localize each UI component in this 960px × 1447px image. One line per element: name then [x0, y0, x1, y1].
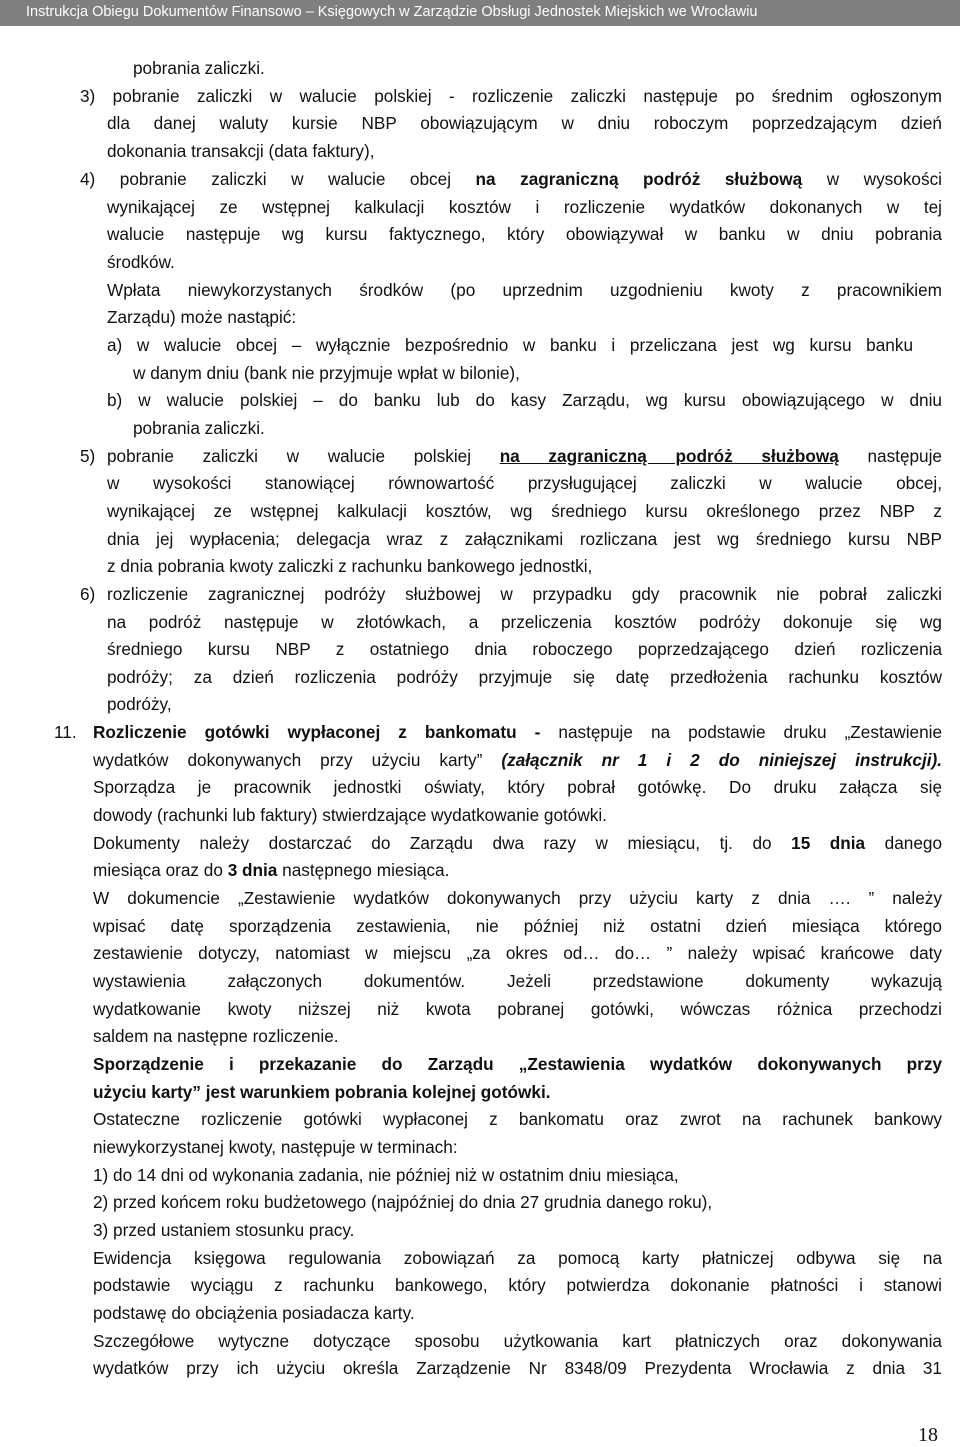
bold-italic-run: (załącznik nr 1 i 2 do niniejszej instrukcji). — [501, 750, 942, 770]
header-title: Instrukcja Obiegu Dokumentów Finansowo – Księgowych w Zarządzie Obsługi Jednostek Miejskich we Wrocławiu — [26, 4, 758, 20]
bold-run: 15 dnia — [791, 833, 866, 853]
text-line: pobrania zaliczki. — [133, 58, 265, 78]
text-line: rozliczenie zagranicznej podróży służbowej w przypadku gdy pracownik nie pobrał zaliczki — [107, 584, 942, 604]
text-line: podstawę do obciążenia posiadacza karty. — [93, 1303, 415, 1323]
text-line: Zarządu) może nastąpić: — [107, 307, 297, 327]
bold-text-line: Sporządzenie i przekazanie do Zarządu „Zestawienia wydatków dokonywanych przy — [93, 1054, 942, 1074]
text-run: pobranie zaliczki w walucie polskiej — [107, 446, 472, 466]
text-line: w wysokości stanowiącej równowartość przysługującej zaliczki w walucie obcej, — [107, 473, 942, 493]
text-line: walucie następuje wg kursu faktycznego, który obowiązywał w banku w dniu pobrania — [107, 224, 942, 244]
text-line: Ostateczne rozliczenie gotówki wypłaconej z bankomatu oraz zwrot na rachunek bankowy — [93, 1109, 942, 1129]
text-line: dowody (rachunki lub faktury) stwierdzające wydatkowanie gotówki. — [93, 805, 607, 825]
list-number: 6) — [80, 584, 96, 604]
text-line — [107, 444, 942, 468]
list-item: 2) przed końcem roku budżetowego (najpóźniej do dnia 27 grudnia danego roku), — [93, 1192, 713, 1212]
bold-underline-run: na zagraniczną podróż służbową — [499, 446, 839, 466]
text-line: podróży, — [107, 694, 172, 714]
text-line: środków. — [107, 252, 175, 272]
text-line: 3) pobranie zaliczki w walucie polskiej - rozliczenie zaliczki następuje po średnim ogłoszonym — [80, 86, 942, 106]
text-run: wydatków dokonywanych przy użyciu karty” — [93, 750, 483, 770]
section-number: 11. — [54, 722, 77, 742]
text-line: wynikającej ze wstępnej kalkulacji kosztów, wg średniego kursu określonego przez NBP z — [107, 501, 942, 521]
text-line: Szczegółowe wytyczne dotyczące sposobu użytkowania kart płatniczych oraz dokonywania — [93, 1331, 942, 1351]
section-heading: Rozliczenie gotówki wypłaconej z bankomatu - — [93, 722, 541, 742]
text-line: Ewidencja księgowa regulowania zobowiązań za pomocą karty płatniczej odbywa się na — [93, 1248, 942, 1268]
text-run: następuje na podstawie druku „Zestawienie — [558, 722, 943, 742]
text-run: miesiąca oraz do — [93, 860, 223, 880]
text-line: zestawienie dotyczy, natomiast w miejscu „za okres od… do… ” należy wpisać krańcowe daty — [93, 943, 942, 963]
text-line — [93, 748, 942, 772]
text-line: wydatkowanie kwoty niższej niż kwota pobranej gotówki, wówczas różnica przechodzi — [93, 999, 942, 1019]
text-line: dla danej waluty kursie NBP obowiązującym w dniu roboczym poprzedzającym dzień — [107, 113, 942, 133]
text-line — [80, 167, 942, 191]
text-line: saldem na następne rozliczenie. — [93, 1026, 339, 1046]
page-number: 18 — [918, 1424, 938, 1446]
bold-text-line: użyciu karty” jest warunkiem pobrania kolejnej gotówki. — [93, 1082, 551, 1102]
list-number: 5) — [80, 446, 96, 466]
text-line — [93, 858, 449, 882]
text-run: następuje — [867, 446, 942, 466]
text-line: wynikającej ze wstępnej kalkulacji kosztów i rozliczenie wydatków dokonanych w tej — [107, 197, 942, 217]
text-line: wydatków przy ich użyciu określa Zarządzenie Nr 8348/09 Prezydenta Wrocławia z dnia 31 — [93, 1358, 942, 1378]
text-line: b) w walucie polskiej – do banku lub do kasy Zarządu, wg kursu obowiązującego w dniu — [107, 390, 942, 410]
list-item: 3) przed ustaniem stosunku pracy. — [93, 1220, 355, 1240]
text-run: w wysokości — [826, 169, 942, 189]
text-line: wpisać datę sporządzenia zestawienia, nie później niż ostatni dzień miesiąca którego — [93, 916, 942, 936]
text-line: niewykorzystanej kwoty, następuje w terminach: — [93, 1137, 458, 1157]
bold-run: 3 dnia — [227, 860, 278, 880]
text-line: W dokumencie „Zestawienie wydatków dokonywanych przy użyciu karty z dnia …. ” należy — [93, 888, 942, 908]
text-line — [93, 831, 942, 855]
text-run: danego — [884, 833, 943, 853]
text-line: Wpłata niewykorzystanych środków (po uprzednim uzgodnieniu kwoty z pracownikiem — [107, 280, 942, 300]
text-line: dnia jej wypłacenia; delegacja wraz z załącznikami rozliczana jest wg średniego kursu NBP — [107, 529, 942, 549]
text-line: a) w walucie obcej – wyłącznie bezpośrednio w banku i przeliczana jest wg kursu banku — [107, 335, 913, 355]
text-run: następnego miesiąca. — [282, 860, 450, 880]
text-run: 4) pobranie zaliczki w walucie obcej — [80, 169, 452, 189]
text-line: podstawie wyciągu z rachunku bankowego, który potwierdza dokonanie płatności i stanowi — [93, 1275, 942, 1295]
text-line: wystawienia załączonych dokumentów. Jeżeli przedstawione dokumenty wykazują — [93, 971, 942, 991]
text-line: na podróż następuje w złotówkach, a przeliczenia kosztów podróży dokonuje się wg — [107, 612, 942, 632]
text-line: średniego kursu NBP z ostatniego dnia roboczego poprzedzającego dzień rozliczenia — [107, 639, 942, 659]
text-line: w danym dniu (bank nie przyjmuje wpłat w bilonie), — [133, 363, 520, 383]
text-line: podróży; za dzień rozliczenia podróży przyjmuje się datę przedłożenia rachunku kosztów — [107, 667, 942, 687]
text-line: pobrania zaliczki. — [133, 418, 265, 438]
text-run: Dokumenty należy dostarczać do Zarządu dwa razy w miesiącu, tj. do — [93, 833, 772, 853]
bold-run: na zagraniczną podróż służbową — [475, 169, 803, 189]
text-line: z dnia pobrania kwoty zaliczki z rachunku bankowego jednostki, — [107, 556, 593, 576]
text-line — [93, 720, 942, 744]
list-item: 1) do 14 dni od wykonania zadania, nie później niż w ostatnim dniu miesiąca, — [93, 1165, 679, 1185]
text-line: Sporządza je pracownik jednostki oświaty, który pobrał gotówkę. Do druku załącza się — [93, 777, 942, 797]
text-line: dokonania transakcji (data faktury), — [107, 141, 375, 161]
